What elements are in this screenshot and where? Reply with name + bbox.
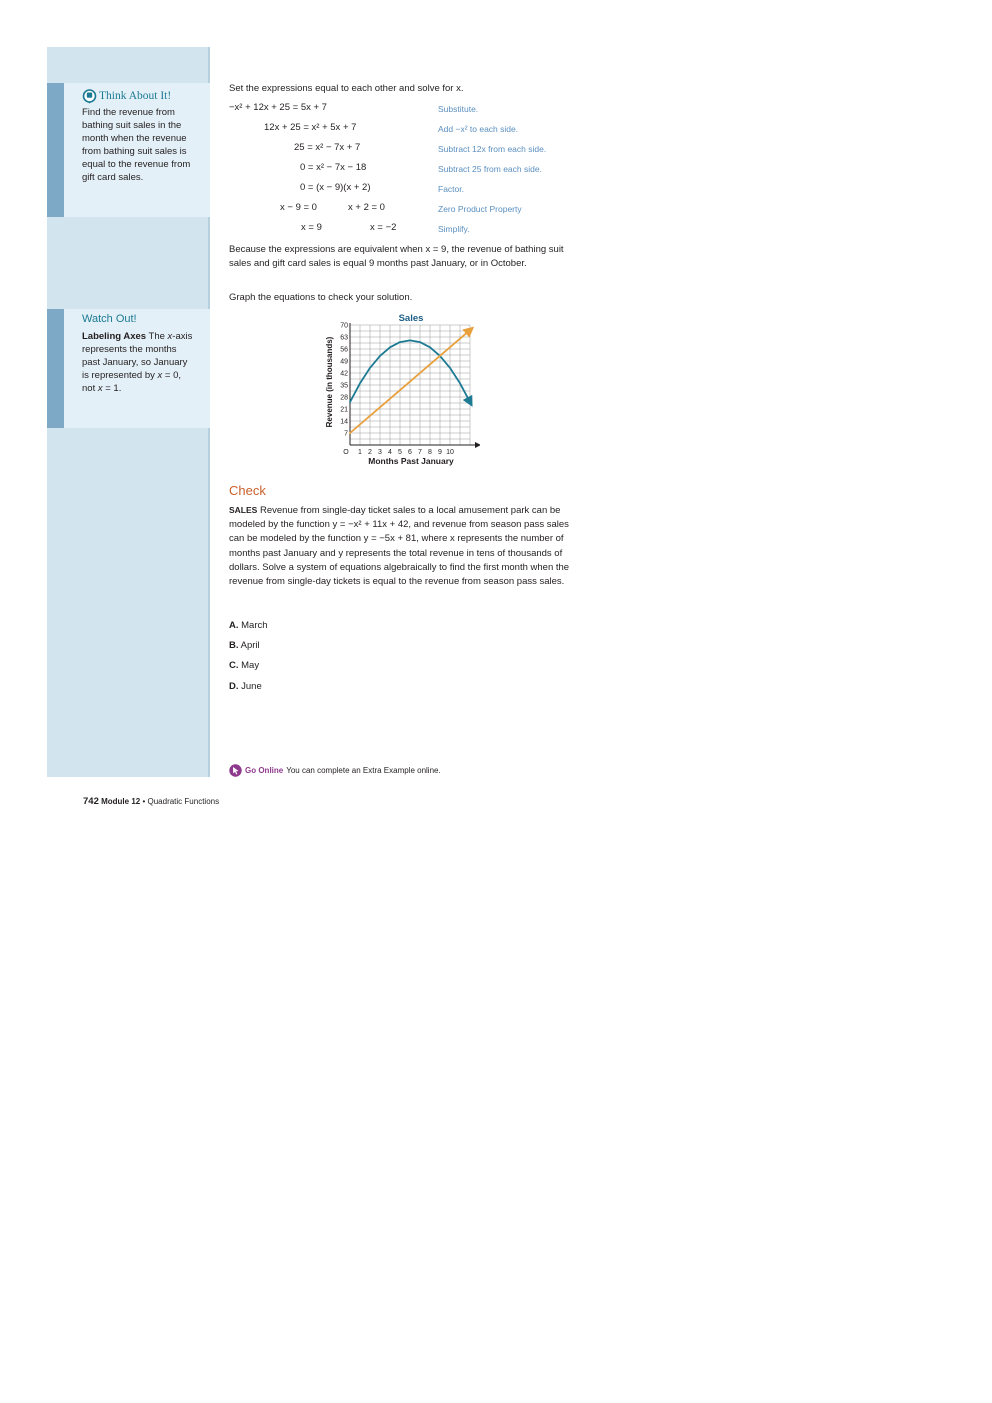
graph-prompt: Graph the equations to check your solution. [229, 292, 413, 303]
x-tick-label: 5 [398, 449, 402, 456]
solution-step [0, 202, 600, 218]
think-title-text: Think About It! [99, 90, 172, 102]
choice-d[interactable]: D. June [229, 681, 262, 692]
step-equation: x = 9 [301, 222, 322, 233]
step-reason: Subtract 25 from each side. [438, 164, 542, 174]
go-online-text: You can complete an Extra Example online. [286, 766, 441, 775]
step-reason: Add −x² to each side. [438, 124, 519, 134]
x-tick-label: 9 [438, 449, 442, 456]
solution-step [0, 222, 600, 238]
solution-step [0, 102, 600, 118]
watch-out-box [47, 309, 210, 428]
origin-label: O [343, 449, 349, 456]
chapter-label: Quadratic Functions [147, 797, 220, 806]
choice-a[interactable]: A. March [229, 620, 268, 631]
check-label: SALES [229, 505, 258, 515]
chart-title: Sales [398, 313, 424, 324]
go-online-link[interactable] [229, 764, 441, 777]
step-reason: Zero Product Property [438, 204, 522, 214]
step-reason: Factor. [438, 184, 464, 194]
page-footer [83, 796, 219, 807]
sales-chart [320, 310, 480, 470]
x-tick-label: 3 [378, 449, 382, 456]
y-tick-label: 7 [344, 430, 348, 438]
y-tick-label: 21 [340, 406, 348, 414]
solution-step [0, 142, 600, 158]
x-tick-label: 4 [388, 449, 392, 456]
y-tick-label: 49 [340, 358, 348, 366]
go-online-label: Go Online [245, 766, 284, 775]
y-tick-label: 35 [340, 382, 348, 390]
x-tick-label: 8 [428, 449, 432, 456]
solution-step [0, 122, 600, 138]
check-title: Check [229, 483, 266, 498]
step-equation: 25 = x² − 7x + 7 [294, 142, 361, 153]
x-tick-label: 10 [446, 449, 454, 456]
footer-bullet: • [142, 797, 146, 806]
y-tick-label: 42 [340, 370, 348, 378]
check-text: Revenue from single-day ticket sales to a local amusement park can be modeled by the function y = −x² + 11x + 42, and revenue from season pass sales can be modeled by the function y = −5x + 81, where x represents the number of months past January and y represents the total revenue in tens of thousands of dollars. Solve a system of equations algebraically to find the first month when the revenue from single-day tickets is equal to the revenue from season pass sales. [229, 505, 570, 588]
watch-out-text: Labeling Axes The x-axis represents the months past January, so January is represented by x = 0, not x = 1. [82, 331, 193, 394]
chart-grid [350, 325, 470, 445]
choice-c[interactable]: C. May [229, 660, 260, 671]
step-reason: Substitute. [438, 104, 479, 114]
intro-text: Set the expressions equal to each other and solve for x. [229, 83, 464, 94]
solution-step [0, 182, 600, 198]
watch-out-title: Watch Out! [82, 313, 137, 325]
x-tick-label: 2 [368, 449, 372, 456]
x-axis-label: Months Past January [368, 456, 454, 466]
cursor-click-icon [229, 764, 242, 777]
page-number: 742 [83, 796, 99, 807]
step-equation: x − 9 = 0 [280, 202, 317, 213]
check-problem [229, 503, 574, 589]
y-tick-label: 14 [340, 418, 348, 426]
y-axis-label: Revenue (in thousands) [325, 336, 334, 428]
conclusion-text: Because the expressions are equivalent when x = 9, the revenue of bathing suit sales and gift card sales is equal 9 months past January, or in October. [229, 244, 564, 269]
y-tick-label: 28 [340, 394, 348, 402]
y-tick-label: 63 [340, 334, 348, 342]
step-reason: Simplify. [438, 224, 470, 234]
step-equation-2: x = −2 [370, 222, 397, 233]
y-tick-label: 56 [340, 346, 348, 354]
step-equation-2: x + 2 = 0 [348, 202, 385, 213]
step-equation: 0 = (x − 9)(x + 2) [300, 182, 371, 193]
choice-b[interactable]: B. April [229, 640, 260, 651]
x-tick-label: 7 [418, 449, 422, 456]
step-equation: 12x + 25 = x² + 5x + 7 [264, 122, 357, 133]
note-bar [47, 309, 64, 428]
x-tick-label: 1 [358, 449, 362, 456]
solution-step [0, 162, 600, 178]
module-label: Module 12 [101, 797, 141, 806]
chart-labels [325, 323, 454, 467]
step-reason: Subtract 12x from each side. [438, 144, 547, 154]
y-tick-label: 70 [340, 322, 348, 330]
think-about-it-text: Find the revenue from bathing suit sales in the month when the revenue from bathing suit sales is equal to the revenue from gift card sales. [82, 107, 191, 183]
step-equation: −x² + 12x + 25 = 5x + 7 [229, 102, 327, 113]
watch-label: Labeling Axes [82, 331, 147, 342]
step-equation: 0 = x² − 7x − 18 [300, 162, 367, 173]
x-tick-label: 6 [408, 449, 412, 456]
